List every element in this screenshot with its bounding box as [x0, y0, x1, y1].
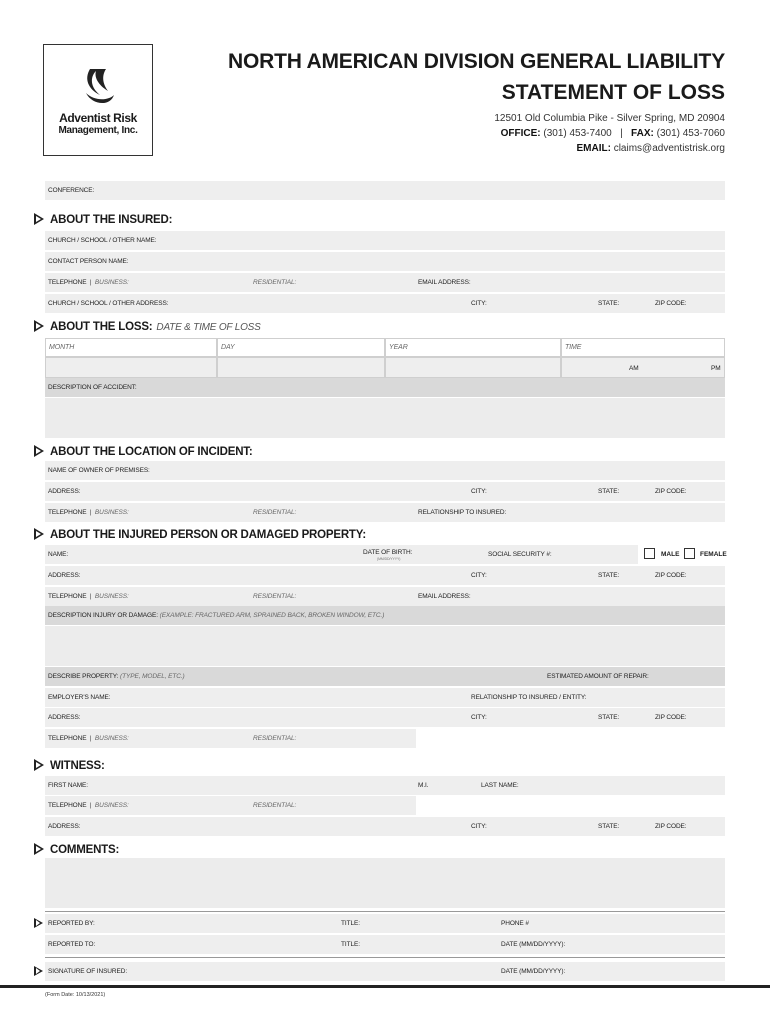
form-title-line-2: STATEMENT OF LOSS: [501, 81, 725, 104]
residential-label: RESIDENTIAL:: [253, 593, 297, 600]
location-phone-row[interactable]: [45, 503, 725, 522]
witness-address-row[interactable]: [45, 817, 725, 836]
zip-label: ZIP CODE:: [655, 572, 687, 579]
section-heading: ABOUT THE INJURED PERSON OR DAMAGED PROPERTY:: [50, 529, 367, 541]
middle-initial-label: M.I.: [418, 782, 429, 789]
conference-label: CONFERENCE:: [48, 187, 95, 194]
section-about-injured: [34, 528, 366, 541]
employer-row[interactable]: [45, 688, 725, 707]
title-label: TITLE:: [341, 920, 360, 927]
state-label: STATE:: [598, 300, 620, 307]
email-address-label: EMAIL ADDRESS:: [418, 593, 471, 600]
month-header: MONTH: [45, 338, 217, 357]
employer-address-row[interactable]: [45, 708, 725, 727]
section-heading: COMMENTS:: [50, 844, 120, 856]
logo-line-1: Adventist Risk: [59, 111, 137, 125]
year-header: YEAR: [385, 338, 561, 357]
injured-phone-row[interactable]: [45, 587, 725, 606]
section-about-loss: [34, 320, 261, 333]
email-address-label: EMAIL ADDRESS:: [418, 279, 471, 286]
state-label: STATE:: [598, 572, 620, 579]
telephone-label: TELEPHONE | BUSINESS:: [48, 279, 129, 286]
form-title-line-1: NORTH AMERICAN DIVISION GENERAL LIABILITY: [228, 50, 725, 73]
employer-phone-row[interactable]: [45, 729, 416, 748]
telephone-label: TELEPHONE | BUSINESS:: [48, 802, 129, 809]
section-arrow-icon: [34, 759, 44, 771]
telephone-label: TELEPHONE | BUSINESS:: [48, 509, 129, 516]
signature-label: SIGNATURE OF INSURED:: [48, 968, 128, 975]
section-comments: [34, 843, 119, 856]
year-input[interactable]: [385, 357, 561, 378]
injured-address-row[interactable]: [45, 566, 725, 585]
section-witness: [34, 759, 105, 772]
ssn-label: SOCIAL SECURITY #:: [488, 551, 552, 558]
state-label: STATE:: [598, 823, 620, 830]
premises-owner-field[interactable]: [45, 461, 725, 480]
accident-description-header: [45, 378, 725, 397]
office-phone: (301) 453-7400: [543, 128, 612, 139]
office-contact-line: [501, 128, 725, 139]
injury-description-label: DESCRIPTION INJURY OR DAMAGE: (EXAMPLE: FRACTURED ARM, SPRAINED BACK, BROKEN WINDOW, ETC.): [48, 612, 385, 619]
section-arrow-icon: [34, 213, 44, 225]
day-input[interactable]: [217, 357, 385, 378]
church-address-label: CHURCH / SCHOOL / OTHER ADDRESS:: [48, 300, 169, 307]
city-label: CITY:: [471, 300, 487, 307]
relationship-label: RELATIONSHIP TO INSURED:: [418, 509, 507, 516]
zip-label: ZIP CODE:: [655, 714, 687, 721]
section-arrow-icon: [34, 445, 44, 457]
describe-property-label: DESCRIBE PROPERTY: (TYPE, MODEL, ETC.): [48, 673, 185, 680]
office-label: OFFICE:: [500, 128, 541, 139]
repair-estimate-label: ESTIMATED AMOUNT OF REPAIR:: [547, 673, 649, 680]
section-subheading: DATE & TIME OF LOSS: [156, 322, 261, 333]
city-label: CITY:: [471, 488, 487, 495]
section-about-insured: [34, 213, 172, 226]
relationship-entity-label: RELATIONSHIP TO INSURED / ENTITY:: [471, 694, 587, 701]
residential-label: RESIDENTIAL:: [253, 735, 297, 742]
month-input[interactable]: [45, 357, 217, 378]
divider: [45, 957, 725, 958]
conference-field[interactable]: [45, 181, 725, 200]
first-name-label: FIRST NAME:: [48, 782, 88, 789]
form-date: (Form Date: 10/13/2021): [45, 992, 106, 998]
pm-label: PM: [711, 365, 721, 372]
telephone-label: TELEPHONE | BUSINESS:: [48, 593, 129, 600]
last-name-label: LAST NAME:: [481, 782, 519, 789]
contact-separator: |: [620, 128, 623, 139]
comments-input[interactable]: [45, 858, 725, 908]
address-label: ADDRESS:: [48, 488, 81, 495]
address-label: ADDRESS:: [48, 714, 81, 721]
office-address: 12501 Old Columbia Pike - Silver Spring, MD 20904: [494, 113, 725, 124]
section-arrow-icon: [34, 528, 44, 540]
property-description-row[interactable]: [45, 667, 725, 686]
city-label: CITY:: [471, 572, 487, 579]
injured-name-row[interactable]: [45, 545, 638, 564]
residential-label: RESIDENTIAL:: [253, 279, 297, 286]
injury-description-header: [45, 606, 725, 625]
date-label: DATE (MM/DD/YYYY):: [501, 941, 566, 948]
reported-to-label: REPORTED TO:: [48, 941, 96, 948]
city-label: CITY:: [471, 823, 487, 830]
reported-by-label: REPORTED BY:: [48, 920, 95, 927]
reported-by-row[interactable]: [45, 914, 725, 933]
time-header: TIME: [561, 338, 725, 357]
section-about-location: [34, 445, 253, 458]
address-label: ADDRESS:: [48, 823, 81, 830]
zip-label: ZIP CODE:: [655, 300, 687, 307]
flame-logo-icon: [80, 65, 118, 109]
contact-person-label: CONTACT PERSON NAME:: [48, 258, 129, 265]
insured-phone-row[interactable]: [45, 273, 725, 292]
section-heading: WITNESS:: [50, 760, 105, 772]
reported-by-arrow-icon: [34, 918, 43, 928]
section-heading: ABOUT THE LOSS:: [50, 321, 153, 333]
email-value: claims@adventistrisk.org: [613, 143, 725, 154]
male-checkbox[interactable]: [644, 548, 655, 559]
name-label: NAME:: [48, 551, 69, 558]
employer-label: EMPLOYER'S NAME:: [48, 694, 111, 701]
witness-name-row[interactable]: [45, 776, 725, 795]
divider: [45, 911, 725, 912]
fax-label: FAX:: [631, 128, 654, 139]
city-label: CITY:: [471, 714, 487, 721]
dob-hint: (MM/DD/YYYY): [377, 557, 401, 561]
section-arrow-icon: [34, 843, 44, 855]
female-label: FEMALE: [700, 551, 727, 558]
witness-phone-row[interactable]: [45, 796, 416, 815]
church-name-field[interactable]: [45, 231, 725, 250]
phone-label: PHONE #: [501, 920, 529, 927]
premises-owner-label: NAME OF OWNER OF PREMISES:: [48, 467, 150, 474]
state-label: STATE:: [598, 488, 620, 495]
time-input[interactable]: [561, 357, 725, 378]
day-header: DAY: [217, 338, 385, 357]
female-checkbox[interactable]: [684, 548, 695, 559]
fax-phone: (301) 453-7060: [656, 128, 725, 139]
logo-line-2: Management, Inc.: [58, 125, 138, 136]
title-label: TITLE:: [341, 941, 360, 948]
signature-row[interactable]: [45, 962, 725, 981]
date-label: DATE (MM/DD/YYYY):: [501, 968, 566, 975]
address-label: ADDRESS:: [48, 572, 81, 579]
signature-arrow-icon: [34, 966, 43, 976]
church-address-row[interactable]: [45, 294, 725, 313]
zip-label: ZIP CODE:: [655, 488, 687, 495]
reported-to-row[interactable]: [45, 935, 725, 954]
residential-label: RESIDENTIAL:: [253, 509, 297, 516]
email-label: EMAIL:: [576, 143, 611, 154]
injury-description-input[interactable]: [45, 626, 725, 666]
footer-rule: [0, 985, 770, 988]
location-address-row[interactable]: [45, 482, 725, 501]
dob-label: DATE OF BIRTH:: [363, 549, 413, 556]
accident-description-label: DESCRIPTION OF ACCIDENT:: [48, 384, 137, 391]
male-label: MALE: [661, 551, 680, 558]
state-label: STATE:: [598, 714, 620, 721]
section-heading: ABOUT THE LOCATION OF INCIDENT:: [50, 446, 253, 458]
church-name-label: CHURCH / SCHOOL / OTHER NAME:: [48, 237, 157, 244]
telephone-label: TELEPHONE | BUSINESS:: [48, 735, 129, 742]
email-line: [576, 143, 725, 154]
am-label: AM: [629, 365, 639, 372]
zip-label: ZIP CODE:: [655, 823, 687, 830]
section-arrow-icon: [34, 320, 44, 332]
company-logo: [43, 44, 153, 156]
residential-label: RESIDENTIAL:: [253, 802, 297, 809]
accident-description-input[interactable]: [45, 398, 725, 438]
contact-person-field[interactable]: [45, 252, 725, 271]
section-heading: ABOUT THE INSURED:: [50, 214, 173, 226]
